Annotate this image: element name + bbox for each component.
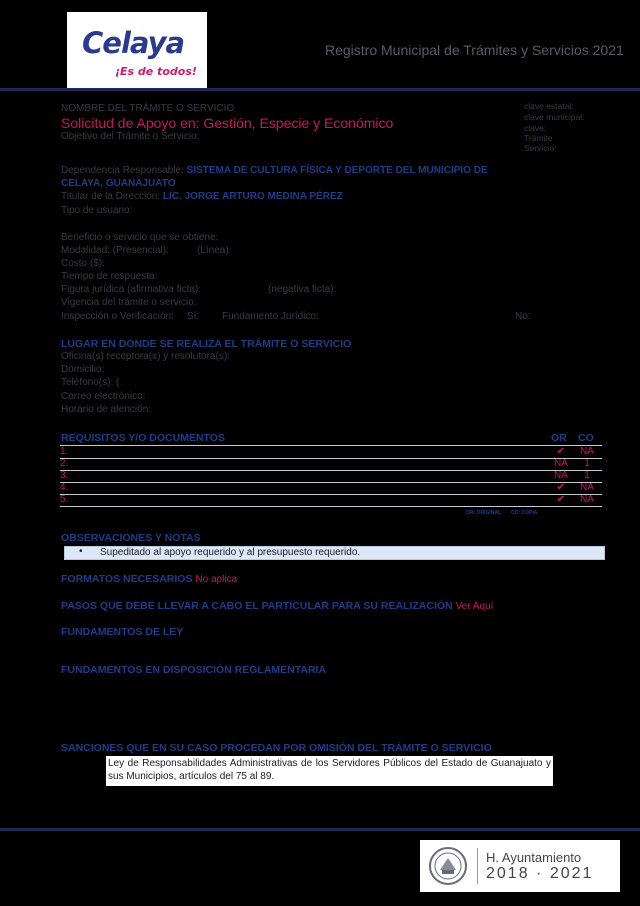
formatos-row [61,573,237,585]
sanciones-text: Ley de Responsabilidades Administrativas de los Servidores Públicos del Estado de Guanajuato y sus Municipios, artículos del 75 al 89. [106,756,553,786]
servicio-label: Servicio: [524,143,557,153]
req-or-value: ✔ [556,482,566,493]
formatos-section-title: FORMATOS NECESARIOS [61,573,193,585]
modalidad-label: Modalidad: (Presencial): [61,245,169,256]
dependencia-value-cont: CELAYA, GUANAJUATO [61,178,176,189]
figura-label: Figura jurídica (afirmativa ficta): [61,284,202,295]
negativa-label: (negativa ficta): [268,284,337,295]
col-co-header: CO [578,432,594,444]
header-title: Registro Municipal de Trámites y Servicios 2021 [325,42,624,58]
telefono-label: Teléfono(s): ( [61,377,120,388]
req-or-value: ✔ [556,494,566,505]
table-row [60,447,602,459]
linea-label: (Línea): [197,245,232,256]
req-number: 3. [60,470,69,481]
dependencia-value: SISTEMA DE CULTURA FÍSICA Y DEPORTE DEL MUNICIPIO DE [186,165,488,176]
bullet-icon: • [79,546,83,557]
footer-line2: 2018 · 2021 [486,865,594,882]
dependencia-row [61,165,488,176]
ver-aqui-link[interactable]: Ver Aquí [455,601,494,612]
sanciones-section-title: SANCIONES QUE EN SU CASO PROCEDAN POR OMISIÓN DEL TRÁMITE O SERVICIO [61,742,492,754]
oficinas-label: Oficina(s) receptora(s) y resolutora(s): [61,351,230,362]
beneficio-label: Beneficio o servicio que se obtiene: [61,232,219,243]
table-row [60,483,602,495]
observaciones-section-title: OBSERVACIONES Y NOTAS [61,532,201,544]
celaya-logo [67,12,207,90]
req-co-value: NA [580,482,594,493]
req-number: 4. [60,482,69,493]
fundamentos-reglamentaria-title: FUNDAMENTOS EN DISPOSICIÓN REGLAMENTARIA [61,664,327,676]
table-row [60,495,602,507]
tramite-name: Solicitud de Apoyo en: Gestión, Especie y Económico [61,115,394,131]
table-row [60,459,602,471]
costo-label: Costo ($): [61,258,105,269]
lugar-section-title: LUGAR EN DONDE SE REALIZA EL TRÁMITE O SERVICIO [61,338,352,350]
nombre-label: NOMBRE DEL TRÁMITE O SERVICIO [61,103,235,114]
table-row [60,471,602,483]
titular-value: LIC. JORGE ARTURO MEDINA PÉREZ [162,191,343,202]
titular-label: Titular de la Dirección: [61,191,161,202]
footer-divider [0,828,640,831]
req-co-value: NA [580,494,594,505]
correo-label: Correo electrónico: [61,391,146,402]
pasos-row [61,600,493,612]
si-label: Sí: [187,311,200,322]
req-number: 1. [60,446,69,457]
fundamento-juridico-label: Fundamento Jurídico: [222,311,319,322]
fundamentos-ley-title: FUNDAMENTOS DE LEY [61,626,184,638]
logo-tagline: ¡Es de todos! [115,65,197,78]
req-or-value: ✔ [556,446,566,457]
requisitos-header-rule [60,445,602,446]
header-divider [0,88,640,91]
no-label: No: [515,311,531,322]
req-or-value: NA [554,470,568,481]
legend-co: CO: COPIA [511,510,538,516]
req-co-value: 1 [584,470,590,481]
legend-or: OR: ORIGINAL [466,510,501,516]
req-number: 5. [60,494,69,505]
domicilio-label: Domicilio: [61,364,105,375]
requisitos-section-title: REQUISITOS Y/O DOCUMENTOS [61,432,225,444]
objetivo-label: Objetivo del Trámite o Servicio: [61,131,200,142]
tipo-usuario-label: Tipo de usuario: [61,205,133,216]
observacion-item: Supeditado al apoyo requerido y al presupuesto requerido. [100,547,361,558]
seal-icon [428,846,468,886]
dependencia-label: Dependencia Responsable: [61,165,184,176]
clave-estatal-label: clave estatal: [524,101,574,111]
footer-separator [477,848,478,884]
pasos-section-title: PASOS QUE DEBE LLEVAR A CABO EL PARTICULAR PARA SU REALIZACIÓN [61,600,453,612]
tramite-label: Trámite [524,133,553,143]
observaciones-box [64,546,605,560]
tiempo-label: Tiempo de respuesta: [61,271,158,282]
req-number: 2. [60,458,69,469]
req-or-value: NA [554,458,568,469]
titular-row [61,191,343,202]
req-co-value: NA [580,446,594,457]
vigencia-label: Vigencia del trámite o servicio: [61,297,197,308]
clave-municipal-label: clave municipal: [524,112,585,122]
footer-line1: H. Ayuntamiento [486,850,582,865]
req-co-value: 1 [584,458,590,469]
clave-label: clave: [524,123,547,133]
logo-text: Celaya [82,26,185,60]
col-or-header: OR [551,432,567,444]
ayuntamiento-badge [420,840,620,892]
inspeccion-label: Inspección o Verificación: [61,311,174,322]
formatos-value: No aplica [195,574,238,585]
horario-label: Horario de atención: [61,404,152,415]
